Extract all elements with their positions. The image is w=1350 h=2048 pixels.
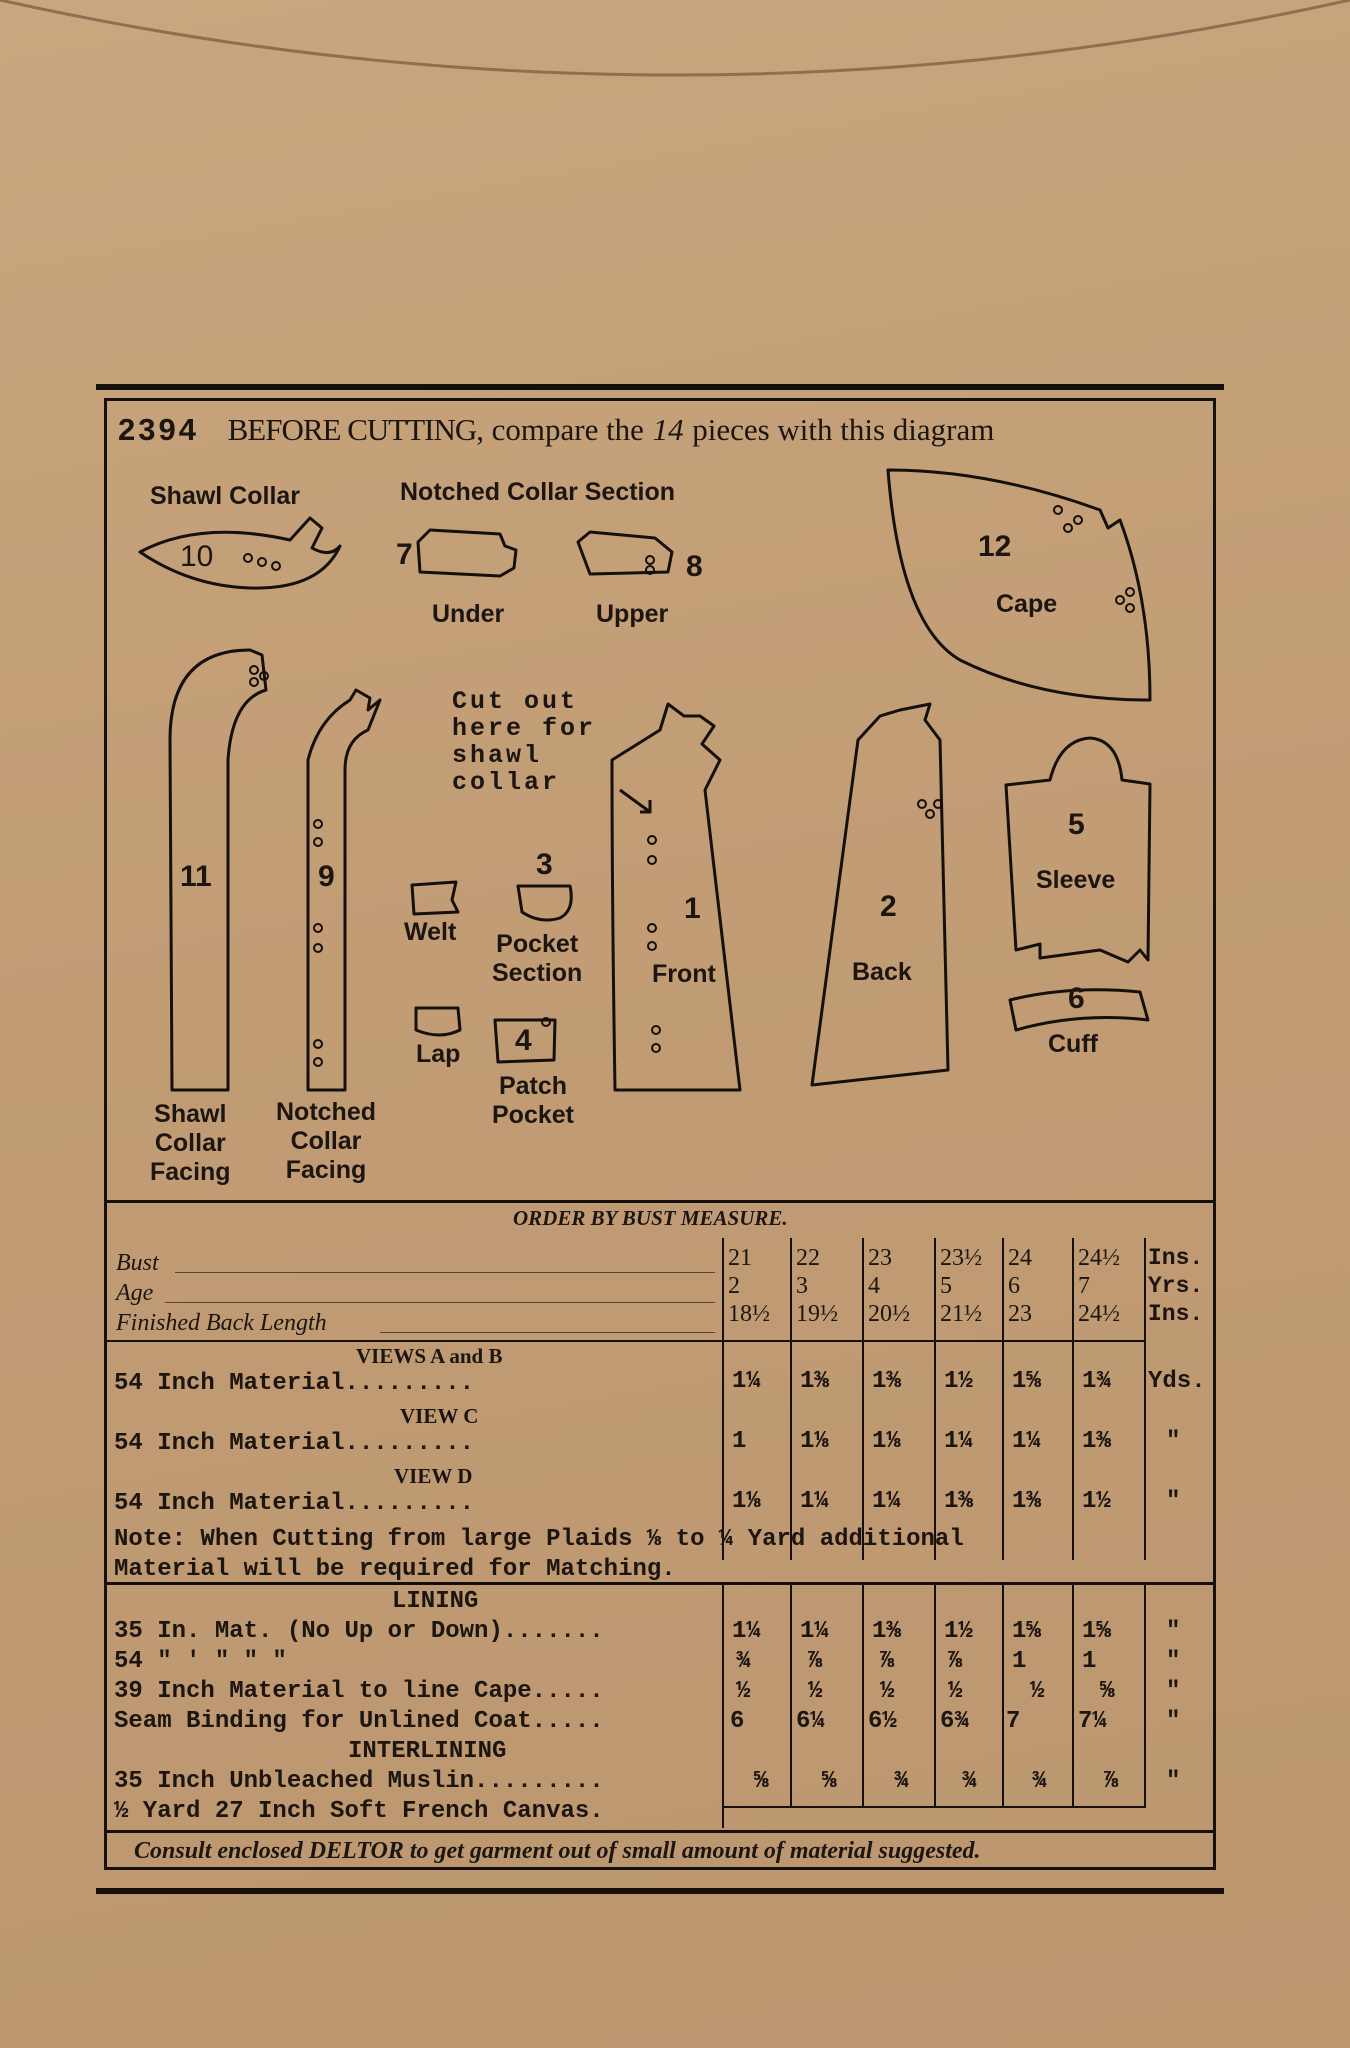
size-column-4: 23½ 5 21½ [940,1245,982,1327]
view-c-heading: VIEW C [400,1404,479,1428]
cut-out-arrow [620,790,650,812]
piece-number-5: 5 [1068,808,1085,841]
size-column-1: 21 2 18½ [728,1245,770,1327]
cape-ditto: " [1166,1678,1181,1705]
under-label: Under [432,600,505,628]
l54-value-6: 1 [1082,1648,1097,1675]
before-cutting-label: BEFORE CUTTING, [227,412,483,447]
l35-value-6: 1⅝ [1082,1618,1111,1645]
view-d-label: 54 Inch Material......... [114,1490,475,1517]
l35-value-2: 1¼ [800,1618,829,1645]
pocket-section-piece [518,886,571,920]
rule-footer [104,1830,1216,1833]
c-value-4: 1¼ [944,1428,973,1455]
cuff-label: Cuff [1048,1030,1098,1058]
seam-value-2: 6¼ [796,1708,825,1735]
cape-value-1: ½ [736,1678,751,1705]
c-value-5: 1¼ [1012,1428,1041,1455]
envelope-flap [0,0,1350,80]
ab-value-2: 1⅜ [800,1368,829,1395]
ab-value-3: 1⅜ [872,1368,901,1395]
cut-out-note: Cut out here for shawl collar [452,687,597,797]
pattern-number: 2394 [118,412,199,447]
l54-value-5: 1 [1012,1648,1027,1675]
muslin-value-1: ⅝ [754,1768,769,1795]
d-value-5: 1⅜ [1012,1488,1041,1515]
seam-ditto: " [1166,1708,1181,1735]
l54-value-1: ¾ [736,1648,751,1675]
l35-value-3: 1⅜ [872,1618,901,1645]
col-divider-lower-6 [1144,1584,1146,1806]
col-divider-lower-3 [934,1584,936,1806]
bust-dots [175,1272,715,1273]
col-divider-6 [1144,1238,1146,1560]
cape-value-3: ½ [880,1678,895,1705]
l35-value-4: 1½ [944,1618,973,1645]
piece-count: 14 [652,412,684,447]
lining-35-label: 35 In. Mat. (No Up or Down)....... [114,1618,604,1645]
notched-collar-title: Notched Collar Section [400,478,676,506]
l35-value-5: 1⅝ [1012,1618,1041,1645]
piece-number-8: 8 [686,550,703,583]
interlining-heading: INTERLINING [348,1738,507,1765]
muslin-label: 35 Inch Unbleached Muslin......... [114,1768,604,1795]
view-c-label: 54 Inch Material......... [114,1430,475,1457]
piece-number-4: 4 [515,1024,532,1057]
pieces-label: pieces with this diagram [692,412,995,447]
piece-number-10: 10 [180,540,214,573]
welt-label: Welt [404,918,457,946]
col-divider-5 [1072,1238,1074,1560]
l35-ditto: " [1166,1618,1181,1645]
cape-piece [888,470,1150,700]
d-value-6: 1½ [1082,1488,1111,1515]
age-dots [165,1302,715,1303]
c-value-3: 1⅛ [872,1428,901,1455]
views-ab-label: 54 Inch Material......... [114,1370,475,1397]
lining-cape-label: 39 Inch Material to line Cape..... [114,1678,604,1705]
l54-value-4: ⅞ [948,1648,963,1675]
shawl-collar-piece [140,518,340,588]
c-value-2: 1⅛ [800,1428,829,1455]
ab-value-6: 1¾ [1082,1368,1111,1395]
compare-label: compare the [491,412,644,447]
cape-value-5: ½ [1030,1678,1045,1705]
col-divider-0 [722,1238,724,1560]
piece-number-11: 11 [180,860,212,893]
size-column-3: 23 4 20½ [868,1245,910,1327]
bust-label: Bust [116,1250,159,1276]
seam-value-6: 7¼ [1078,1708,1107,1735]
d-value-4: 1⅜ [944,1488,973,1515]
l54-value-2: ⅞ [808,1648,823,1675]
sleeve-piece [1006,738,1150,962]
d-ditto: " [1166,1488,1181,1515]
size-column-6: 24½ 7 24½ [1078,1245,1120,1327]
l35-value-1: 1¼ [732,1618,761,1645]
c-value-6: 1⅜ [1082,1428,1111,1455]
col-divider-4 [1002,1238,1004,1560]
cape-value-4: ½ [948,1678,963,1705]
lap-piece [416,1008,460,1035]
piece-number-9: 9 [318,860,335,893]
piece-number-3: 3 [536,848,553,881]
l54-ditto: " [1166,1648,1181,1675]
col-divider-2 [862,1238,864,1560]
lining-54-label: 54 " ' " " " [114,1648,287,1675]
plaid-note-line-2: Material will be required for Matching. [114,1556,676,1583]
shawl-facing-label: Shawl Collar Facing [150,1100,231,1186]
cape-label: Cape [996,590,1058,618]
seam-binding-label: Seam Binding for Unlined Coat..... [114,1708,604,1735]
piece-number-2: 2 [880,890,897,923]
c-ditto: " [1166,1428,1181,1455]
units-column: Ins. Yrs. Ins. [1148,1245,1204,1327]
d-value-1: 1⅛ [732,1488,761,1515]
col-divider-lower-4 [1002,1584,1004,1806]
view-d-heading: VIEW D [394,1464,473,1488]
rule-length [106,1340,1146,1342]
col-divider-lower-5 [1072,1584,1074,1806]
d-value-2: 1¼ [800,1488,829,1515]
col-divider-1 [790,1238,792,1560]
patch-pocket-label: Patch Pocket [492,1072,574,1129]
length-label: Finished Back Length [116,1310,327,1336]
welt-piece [412,882,458,914]
front-label: Front [652,960,716,988]
col-divider-lower-2 [862,1584,864,1806]
seam-value-1: 6 [730,1708,745,1735]
col-divider-lower-1 [790,1584,792,1806]
ab-value-1: 1¼ [732,1368,761,1395]
muslin-value-3: ¾ [894,1768,909,1795]
seam-value-5: 7 [1006,1708,1021,1735]
lining-heading: LINING [392,1588,479,1615]
pattern-diagram [104,398,1216,1198]
muslin-value-4: ¾ [962,1768,977,1795]
shawl-collar-title: Shawl Collar [150,482,301,510]
plaid-note-line-1: Note: When Cutting from large Plaids ⅛ to ¼ Yard additional [114,1526,964,1553]
sleeve-label: Sleeve [1036,866,1116,894]
views-ab-heading: VIEWS A and B [356,1344,503,1368]
muslin-value-5: ¾ [1032,1768,1047,1795]
seam-value-3: 6½ [868,1708,897,1735]
front-piece [612,704,740,1090]
l54-value-3: ⅞ [880,1648,895,1675]
lap-label: Lap [416,1040,461,1068]
ab-value-4: 1½ [944,1368,973,1395]
deltor-footer: Consult enclosed DELTOR to get garment out of small amount of material suggested. [134,1838,981,1864]
cape-value-2: ½ [808,1678,823,1705]
under-collar-piece [418,530,516,576]
upper-collar-piece [578,532,672,574]
table-top-rule [104,1200,1216,1203]
notched-facing-label: Notched Collar Facing [276,1098,376,1184]
piece-number-1: 1 [684,892,701,925]
upper-label: Upper [596,600,669,628]
col-divider-lower-0 [722,1584,724,1828]
size-column-2: 22 3 19½ [796,1245,838,1327]
rule-lower-bottom [722,1806,1146,1808]
length-dots [380,1332,715,1333]
back-label: Back [852,958,912,986]
pocket-section-label: Pocket Section [492,930,583,987]
col-divider-3 [934,1238,936,1560]
piece-number-7: 7 [396,538,413,571]
c-value-1: 1 [732,1428,747,1455]
size-column-5: 24 6 23 [1008,1245,1032,1327]
muslin-ditto: " [1166,1768,1181,1795]
age-label: Age [116,1280,154,1306]
muslin-value-2: ⅝ [822,1768,837,1795]
muslin-value-6: ⅞ [1104,1768,1119,1795]
seam-value-4: 6¾ [940,1708,969,1735]
d-value-3: 1¼ [872,1488,901,1515]
table-title: ORDER BY BUST MEASURE. [513,1206,788,1230]
cape-value-6: ⅝ [1100,1678,1115,1705]
ab-unit: Yds. [1148,1368,1206,1395]
canvas-label: ½ Yard 27 Inch Soft French Canvas. [114,1798,604,1825]
ab-value-5: 1⅝ [1012,1368,1041,1395]
piece-number-6: 6 [1068,982,1085,1015]
piece-number-12: 12 [978,530,1012,563]
